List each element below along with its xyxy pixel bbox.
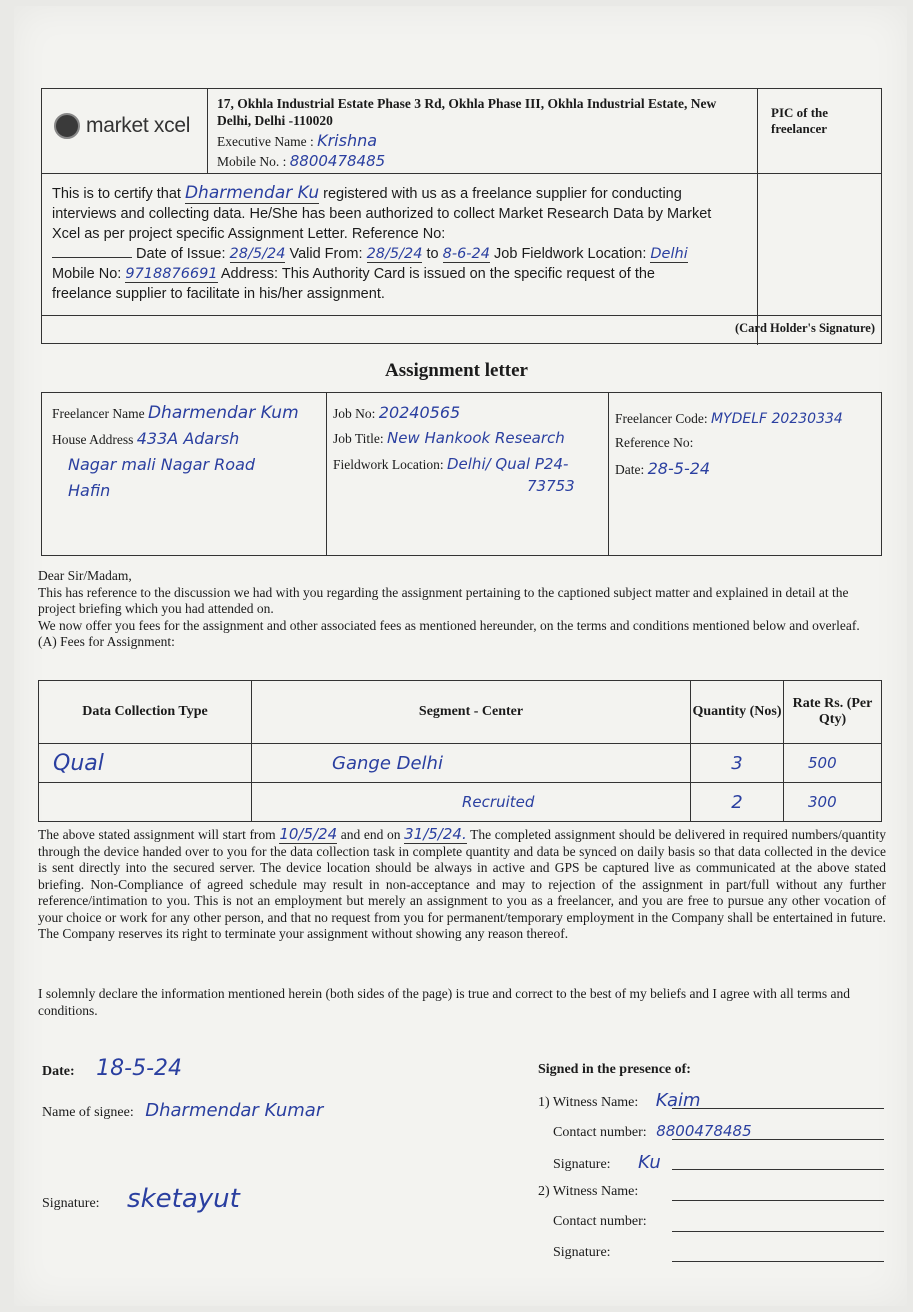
cert-issue-date: 28/5/24 [229,246,286,262]
cert-freelancer-name: Dharmendar Ku [184,183,320,203]
salutation: Dear Sir/Madam, [38,568,132,583]
witness-1-name-line [672,1108,884,1109]
col-header-rate: Rate Rs. (Per Qty) [784,681,882,744]
cert-text-2: registered with us as a freelance supplier for conducting interviews and collecting data. He/She has been authorized to collect Market Research Data by Market Xcel as per project specific Assignment Letter. Reference No: [52,186,712,242]
table-row [39,744,882,783]
fieldwork-location-label: Fieldwork Location: [333,457,444,472]
signee-signature-label: Signature: [42,1196,100,1211]
job-no-label: Job No: [333,406,376,421]
end-date: 31/5/24. [404,825,467,843]
job-no [333,403,460,422]
authority-card [41,88,882,344]
table-cell: 3 [691,744,784,783]
cert-location-label: Job Fieldwork Location: [494,246,647,262]
witness-2-contact-label: Contact number: [553,1214,647,1229]
company-address: 17, Okhla Industrial Estate Phase 3 Rd, Okhla Phase III, Okhla Industrial Estate, New Delhi, Delhi -110020 [217,96,717,128]
freelancer-col-2 [327,393,609,555]
witness-1-name-label: 1) Witness Name: [538,1095,639,1110]
freelancer-name-value: Dharmendar Kum [147,403,299,423]
fees-header-row [39,681,882,744]
freelancer-code-label: Freelancer Code: [615,411,708,426]
reference-no-label: Reference No: [615,435,694,450]
freelancer-col-1 [42,393,327,555]
letter-date-label: Date: [615,462,645,477]
witness-2-name [538,1184,638,1200]
executive-label: Executive Name : [217,134,314,149]
witness-2-signature-line [672,1261,884,1262]
witness-1-contact-line [672,1139,884,1140]
cert-issue-label: Date of Issue: [136,246,226,262]
job-title [333,429,565,447]
freelancer-name-label: Freelancer Name [52,406,145,421]
freelancer-col-3 [609,393,881,555]
fieldwork-location-value-2: 73753 [527,477,575,495]
cert-mobile-label: Mobile No: [52,266,122,282]
witness-1-signature [553,1152,661,1173]
house-address-line-3: Hafin [68,481,111,500]
signee-date [42,1056,182,1081]
table-cell: 500 [784,744,882,783]
logo-text: market xcel [86,114,191,137]
cert-to-label: to [426,246,439,262]
house-address-line-2: Nagar mali Nagar Road [68,455,256,474]
letter-paragraph-2: We now offer you fees for the assignment and other associated fees as mentioned hereunder, on the terms and conditions mentioned below and overleaf. [38,617,860,633]
start-label: The above stated assignment will start from [38,827,276,842]
reference-no [615,435,693,451]
witness-heading: Signed in the presence of: [538,1062,691,1077]
certificate-text [52,183,712,304]
letter-date [615,459,710,478]
photo-box [757,173,883,315]
house-address [52,429,239,448]
cert-valid-label: Valid From: [289,246,363,262]
letter-date-value: 28-5-24 [647,459,711,478]
witness-2-contact-line [672,1231,884,1232]
job-title-value: New Hankook Research [387,429,565,447]
freelancer-code [615,411,843,427]
fieldwork-location-value: Delhi/ Qual P24- [446,455,569,473]
col-header-segment: Segment - Center [252,681,691,744]
pic-label: PIC of the freelancer [771,105,829,136]
letter-body [38,568,886,651]
declaration: I solemnly declare the information mentioned herein (both sides of the page) is true and correct to the best of my beliefs and I agree with all terms and conditions. [38,986,850,1018]
cert-valid-from: 28/5/24 [366,246,423,262]
marketxcel-logo [54,113,190,139]
witness-2-name-line [672,1200,884,1201]
witness-1-contact-value: 8800478485 [656,1122,752,1140]
witness-2-name-label: 2) Witness Name: [538,1184,639,1199]
witness-1-contact-label: Contact number: [553,1125,647,1140]
witness-1-signature-label: Signature: [553,1157,611,1172]
fees-heading: (A) Fees for Assignment: [38,634,175,649]
table-row [39,783,882,822]
logo-icon [54,113,80,139]
witness-1-signature-value: Ku [638,1152,661,1173]
card-holder-signature-label: (Card Holder's Signature) [734,321,875,335]
signee-signature [42,1184,240,1214]
freelancer-code-value: MYDELF 20230334 [710,411,843,427]
table-cell: 2 [691,783,784,822]
letter-paragraph-1: This has reference to the discussion we had with you regarding the assignment pertaining to the captioned subject matter and explained in detail at the project briefing which you had attended on. [38,584,849,616]
freelancer-name [52,403,299,423]
table-cell: Recruited [252,783,691,822]
logo-cell [42,89,208,173]
table-cell: Gange Delhi [252,744,691,783]
signee-name-value: Dharmendar Kumar [145,1100,324,1121]
fieldwork-location [333,455,568,473]
end-label: and end on [340,827,401,842]
mobile-value: 8800478485 [289,152,386,170]
col-header-type: Data Collection Type [39,681,252,744]
cert-mobile: 9718876691 [125,266,218,282]
cert-text-1: This is to certify that [52,186,181,202]
table-cell: Qual [39,744,252,783]
witness-2-signature [553,1245,611,1261]
witness-2-signature-label: Signature: [553,1245,611,1260]
start-date: 10/5/24 [279,825,338,843]
witness-1-name-value: Kaim [655,1090,701,1111]
terms-text: The completed assignment should be delivered in required numbers/quantity through the device handed over to you for the data collection task in complete quantity and data be synced on daily basis so that data collected in the device is sent directly into the secured server. The device location should be always in active and GPS be captured live as communicated at the above stated briefing. Non-Compliance of agreed schedule may result in non-acceptance and may to rejection of the assignment in part/full without any further reference/intimation to you. This is not an employment but merely an assignment to you as a freelancer, and you are free to pursue any other vocation of your choice or work for any other person, and that no request from you for permanent/temporary employment in the Company shall be entertained in future. The Company reserves its right to terminate your assignment without showing any reason thereof. [38,827,886,941]
cert-location: Delhi [650,246,688,262]
card-divider [42,315,881,316]
witness-1-signature-line [672,1169,884,1170]
fees-table [38,680,882,822]
signee-date-label: Date: [42,1064,75,1079]
table-cell [39,783,252,822]
col-header-quantity: Quantity (Nos) [691,681,784,744]
witness-2-contact [553,1214,647,1230]
job-no-value: 20240565 [378,403,461,422]
signee-signature-value: sketayut [127,1184,240,1214]
house-address-line-1: 433A Adarsh [136,429,240,448]
mobile-label: Mobile No. : [217,154,287,169]
signee-name-label: Name of signee: [42,1105,134,1120]
signee-name [42,1100,323,1121]
cert-valid-to: 8-6-24 [442,246,490,262]
job-title-label: Job Title: [333,431,384,446]
table-cell: 300 [784,783,882,822]
freelancer-details-box [41,392,882,556]
assignment-letter-title: Assignment letter [385,360,528,381]
executive-mobile [217,152,385,170]
address-cell [207,89,758,173]
house-address-label: House Address [52,432,134,447]
executive-value: Krishna [317,131,378,150]
executive-name [217,131,377,150]
signee-date-value: 18-5-24 [96,1056,183,1081]
assignment-terms [38,826,886,943]
cert-text-3: Address: This Authority Card is issued on the specific request of the freelance supplier to facilitate in his/her assignment. [52,266,655,302]
